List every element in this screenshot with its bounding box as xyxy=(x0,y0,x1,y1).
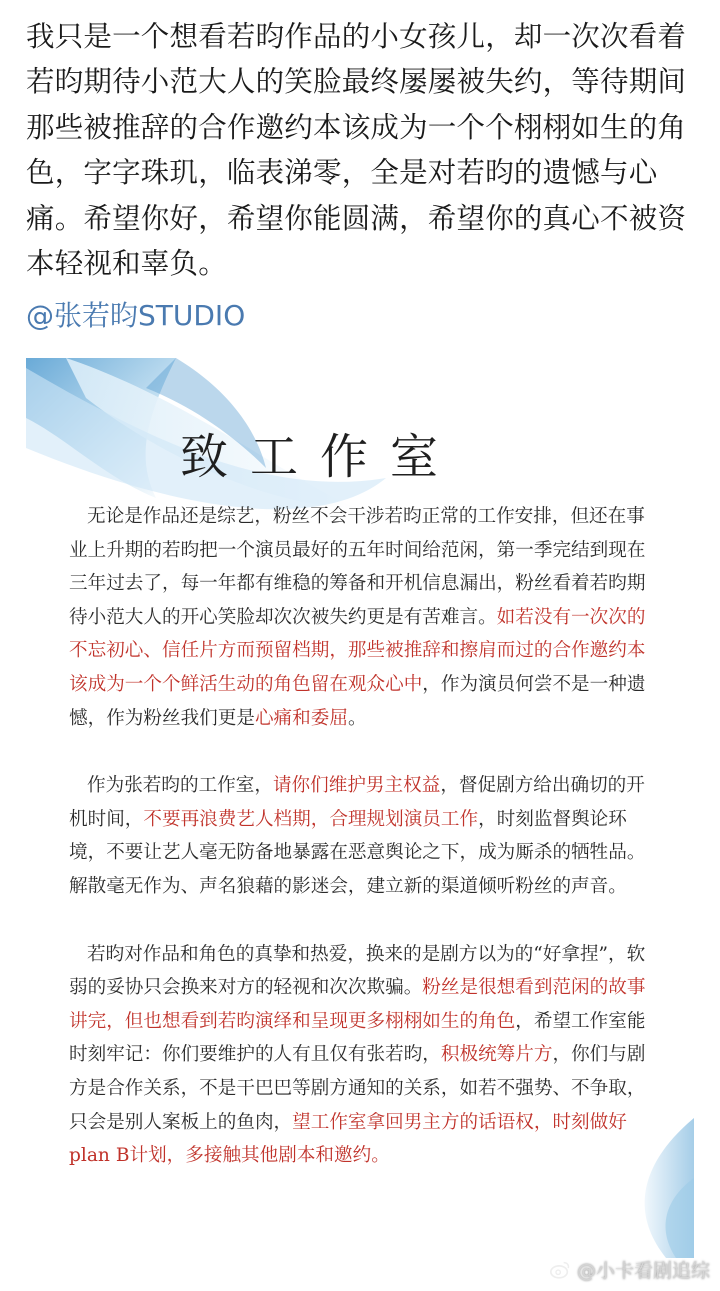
letter-paragraph xyxy=(69,769,661,903)
letter-body xyxy=(69,500,661,1207)
paragraph-text: 作为张若昀的工作室， xyxy=(87,775,273,797)
highlighted-text: 如若没有一次次的不忘初心、信任片方而预留档期，那些被推辞和擦肩而过的合作邀约本该成为一个个鲜活生动的角色留在观众心中 xyxy=(69,606,646,695)
paragraph-text: ，你们与剧方是合作关系，不是干巴巴等剧方通知的关系，如若不强势、不争取，只会是别人案板上的鱼肉， xyxy=(69,1044,646,1133)
paragraph-text: ，督促剧方给出确切的开机时间， xyxy=(69,775,645,830)
weibo-icon xyxy=(549,1259,571,1281)
watermark xyxy=(549,1256,710,1283)
post-text xyxy=(26,14,698,286)
paragraph-text: ，作为演员何尝不是一种遗憾，作为粉丝我们更是 xyxy=(69,673,646,729)
letter-paragraph xyxy=(69,500,661,735)
post-body: 我只是一个想看若昀作品的小女孩儿，却一次次看着若昀期待小范大人的笑脸最终屡屡被失约，等待期间那些被推辞的合作邀约本该成为一个个栩栩如生的角色，字字珠玑，临表涕零，全是对若昀的遗憾与心痛。希望你好，希望你能圆满，希望你的真心不被资本轻视和辜负。 xyxy=(26,20,687,281)
paragraph-text: 。 xyxy=(347,707,367,729)
highlighted-text: 心痛和委屈 xyxy=(254,707,348,729)
letter-image[interactable] xyxy=(26,358,694,1258)
paragraph-text: ，时刻监督舆论环境，不要让艺人毫无防备地暴露在恶意舆论之下，成为厮杀的牺牲品。解散毫无作为、声名狼藉的影迷会，建立新的渠道倾听粉丝的声音。 xyxy=(69,808,646,897)
highlighted-text: 请你们维护男主权益 xyxy=(272,775,441,797)
highlighted-text: 粉丝是很想看到范闲的故事讲完，但也想看到若昀演绎和呈现更多栩栩如生的角色 xyxy=(69,977,646,1032)
highlighted-text: 望工作室拿回男主方的话语权，时刻做好plan B计划，多接触其他剧本和邀约。 xyxy=(69,1111,627,1167)
paragraph-text: 无论是作品还是综艺，粉丝不会干涉若昀正常的工作安排，但还在事业上升期的若昀把一个演员最好的五年时间给范闲，第一季完结到现在三年过去了，每一年都有维稳的筹备和开机信息漏出，粉丝看着若昀期待小范大人的开心笑脸却次次被失约更是有苦难言。 xyxy=(69,506,646,628)
highlighted-text: 不要再浪费艺人档期，合理规划演员工作 xyxy=(143,808,479,830)
paragraph-text: ，希望工作室能时刻牢记：你们要维护的人有且仅有张若昀， xyxy=(69,1010,646,1066)
letter-title: 致工作室 xyxy=(179,429,460,485)
mention-link[interactable]: @张若昀STUDIO xyxy=(26,299,246,332)
paragraph-text: 若昀对作品和角色的真挚和热爱，换来的是剧方以为的“好拿捏”，软弱的妥协只会换来对方的轻视和次次欺骗。 xyxy=(69,943,646,999)
letter-paragraph xyxy=(69,938,661,1173)
watermark-text: @小卡看剧追综 xyxy=(576,1260,710,1282)
highlighted-text: 积极统筹片方 xyxy=(440,1044,553,1066)
